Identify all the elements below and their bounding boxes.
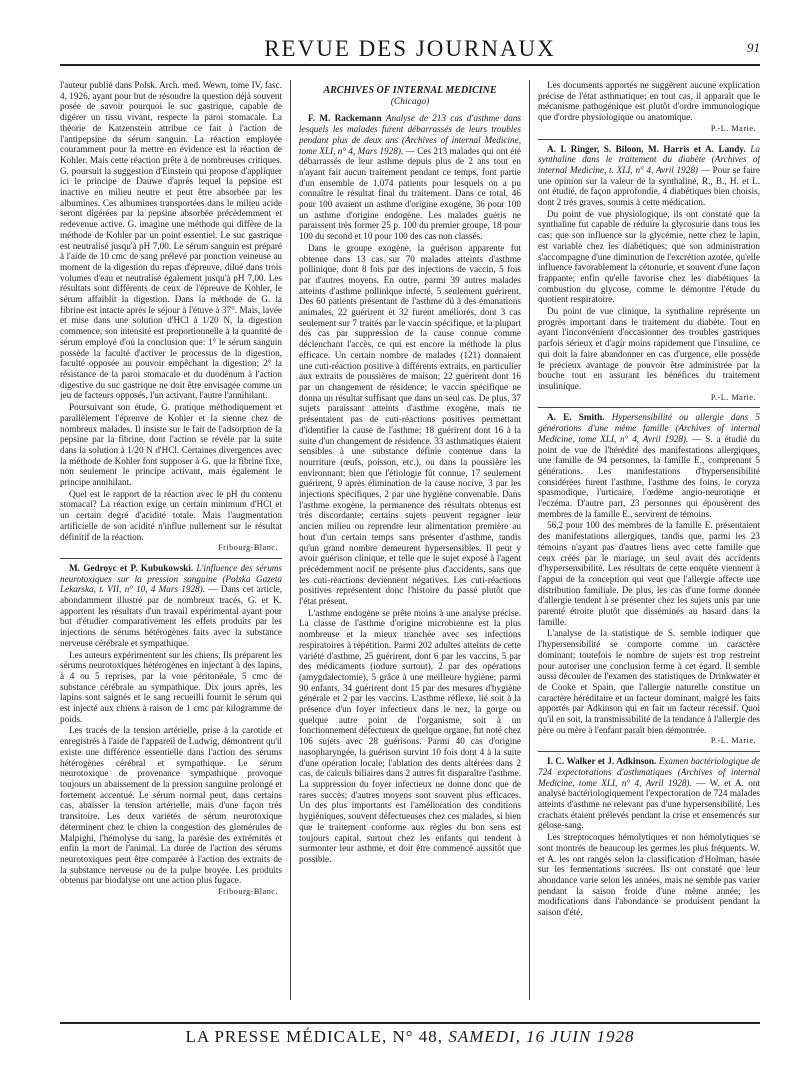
page-number: 91 [747, 40, 760, 55]
page-footer [60, 1022, 760, 1048]
article-authors: F. M. Rackemann [308, 113, 382, 124]
paragraph: Les auteurs expérimentent sur les chiens. Ils préparent les sérums neurotoxiques hétérogènes en injectant à des lapins, à 4 ou 5 reprises, par la voie péritonéale, 5 cmc de substance cérébrale au sympathique. Dix jours après, les lapins sont saignés et le sang recueilli fournit le sérum qui est injecté aux chiens à raison de 1 cmc par kilogramme de poids. [60, 649, 282, 724]
article-separator [60, 558, 282, 559]
column-left [60, 80, 282, 1000]
article-separator [538, 407, 760, 408]
paragraph: Du point de vue clinique, la synthaline représente un progrès important dans le traitement du diabète. Tout en ayant l'inconvénient d'occasionner des troubles gastriques parfois sérieux et d'agir moins rapidement que l'insuline, ce qui doit la faire abandonner en cas d'urgence, elle possède le précieux avantage de pouvoir être administrée par la bouche tout en assurant les bénéfices du traitement insulinique. [538, 306, 760, 391]
article-separator [538, 751, 760, 752]
article-heading [538, 144, 760, 208]
journal-city: (Chicago) [390, 96, 430, 107]
paragraph: Les streptocoques hémolytiques et non hémolytiques se sont montrés de beaucoup les germes les plus fréquents. W. et A. les ont rangés selon la classification d'Holman, basée sur les fermentations sucrées. Ils ont constaté que leur abondance varie selon les années, mais ne semble pas varier pendant la saison froide d'une même année; les modifications dans l'abondance se produisent pendant la saison d'été. [538, 832, 760, 918]
paragraph: Les documents apportés ne suggèrent aucune explication précise de l'état asthmatique; en tout cas, il apparaît que le mécanisme pathogénique est plutôt d'ordre immunologique que d'ordre physiologique ou anatomique. [538, 80, 760, 123]
article-authors: A. E. Smith. [547, 412, 605, 423]
signature: Fribourg-Blanc. [218, 543, 278, 553]
paragraph: 56,2 pour 100 des membres de la famille E. présentaient des manifestations allergiques, tandis que, parmi les 23 témoins n'ayant pas d'autres liens avec cette famille que ceux créés par le mariage, un seul avait des accidents d'hypersensibilité. Les résultats de cette enquête viennent à l'appui de la conception qui veut que l'allergie affecte une distribution familiale. De plus, les cas d'une forme donnée d'allergie tendent à se présenter chez les sujets unis par une parenté étroite plutôt que disséminés au hasard dans la famille. [538, 520, 760, 627]
paragraph: L'asthme endogène se prête moins à une analyse précise. La classe de l'asthme d'origine microbienne est la plus nombreuse et la mieux tranchée avec ses infections respiratoires à répétition. Parmi 202 adultes atteints de cette variété d'asthme, 25 guérirent, dont 6 par les vaccins, 5 par des médicaments (iodure surtout), 2 par des opérations (amygdalectomie), 5 grâce à une meilleure hygiène; parmi 90 enfants, 34 guérirent dont 15 par des mesures d'hygiène générale et 2 par les vaccins. L'asthme réflexe, lié soit à la présence d'un foyer infectieux dans le nez, la gorge ou quelque autre point de l'organisme, soit à un fonctionnement défectueux de quelque organe, fut noté chez 106 sujets avec 28 guérisons. Parmi 40 cas d'origine nasopharyngée, la guérison survint 10 fois dont 4 à la suite d'une opération locale; l'ablation des dents altérées dans 2 cas, de calculs biliaires dans 2 autres fit disparaître l'asthme. La suppression du foyer infectieux ne donne donc que de rares succès; d'autres moyens sont souvent plus efficaces. Un des plus importants est l'amélioration des conditions hygiéniques, souvent défectueuses chez ces malades, si bien que le traitement conforme aux règles du bon sens est toujours capital, surtout chez les enfants qui tendent à surmonter leur asthme, et doit être commencé aussitôt que possible. [299, 607, 521, 864]
article-heading [538, 412, 760, 519]
journal-heading: ARCHIVES OF INTERNAL MEDICINE [323, 85, 497, 96]
article-heading [60, 563, 282, 649]
paragraph: L'analyse de la statistique de S. semble indiquer que l'hypersensibilité se comporte comme un caractère dominant; toutefois le nombre de sujets est trop restreint pour autoriser une conclusion ferme à cet égard. Il semble aussi découler de l'examen des statistiques de Drinkwater et de Cooke et Spain, que l'allergie naturelle constitue un caractère héréditaire et un facteur dominant, malgré les faits apportés par Adkinson qui en fait un facteur récessif. Quoi qu'il en soit, la transmissibilité de la tendance à l'allergie des père ou mère à l'enfant paraît bien démontrée. [538, 628, 760, 735]
article-title: L'influence des sérums neurotoxiques sur la pression sanguine [60, 562, 282, 584]
paragraph: l'auteur publié dans Polsk. Arch. med. Wewn, tome IV, fasc. 4, 1926, ayant pour but de résoudre la question déjà souvent posée de savoir pourquoi le suc gastrique, capable de digérer un tissu vivant, respecte la paroi stomacale. La théorie de Katzenstein attribue ce fait à l'action de l'antipepsine du sérum sanguin. La réaction employée couramment pour la mettre en évidence est la réaction de Kohler. Mais cette réaction prête à de nombreuses critiques. G. poursuit la suggestion d'Einstein qui propose d'appliquer ici le principe de Dauwe d'après lequel la pepsine est inactive en milieu neutre et peut être absorbée par les albumines. Ces albumines transportées dans le milieu acide seront digérées par la pepsine absorbée précédemment et redevenue active. G. imagine une méthode qui diffère de la méthode de Kohler par un point essentiel. Le suc gastrique est neutralisé jusqu'à pH 7,00. Le sérum sanguin est préparé à l'aide de 10 cmc de sang prélevé par ponction veineuse au moment de la digestion du repas d'épreuve, dilué dans trois volumes d'eau et neutralisé également jusqu'à pH 7,00. Les résultats sont différents de ceux de l'épreuve de Kohler, le sérum affaiblit la digestion. Dans la méthode de G. la fibrine est intacte après le séjour à l'étuve à 37°. Mais, lavée et mise dans une solution d'HCl à 1/20 N, la digestion commence; son intensité est proportionnelle à la quantité de sérum employé d'où la conclusion que: 1° le sérum sanguin possède la faculté d'activer le processus de la digestion, faculté opposée au pouvoir empêchant la digestion; 2° la résistance de la paroi stomacale et du duodénum à l'action digestive du suc gastrique ne doit être envisagée comme un jeu de facteurs opposés, l'un activant, l'autre l'annihilant. [60, 80, 282, 401]
column-divider-2 [529, 80, 530, 1000]
paragraph: Du point de vue physiologique, ils ont constaté que la synthaline fut capable de réduire la glycosurie dans tous les cas; que son influence sur la glycémie, nette chez le lapin, est variable chez les diabétiques; que son administration s'accompagne d'une diminution de l'excrétion azotée, qu'elle influence favorablement la cétonurie, et souvent d'une façon frappante; enfin qu'elle favorise chez les diabétiques la combustion du glycose, comme le démontre l'étude du quotient respiratoire. [538, 208, 760, 305]
signature: P.-L. Marie. [710, 392, 756, 402]
paragraph: — S. a étudié du point de vue de l'hérédité des manifestations allergiques, une famille de 94 personnes, la famille E., comprenant 5 générations. Les manifestations d'hypersensibilité considérées furent l'asthme, l'asthme des foins, le coryza spasmodique, l'urticaire, l'œdème angio-neurotique et l'eczéma. D'autre part, 23 personnes qui épousèrent des membres de la famille E., servirent de témoins. [538, 433, 760, 519]
paragraph: — Dans cet article, abondamment illustré par de nombreux tracés, G. et K. apportent les résultats d'un travail expérimental ayant pour but d'étudier comparativement les effets produits par les injections de sérums hétérogènes faits avec la substance nerveuse cérébrale et sympathique. [60, 584, 282, 648]
article-reference: (Archives of internal Medicine, tome XLI, n° 4, Avril 1928). [538, 423, 760, 444]
paragraph: Dans le groupe exogène, la guérison apparente fut obtenue dans 13 cas sur 70 malades atteints d'asthme pollinique, dont 8 fois par des injections de vaccin, 5 fois par d'autres moyens. En outre, parmi 39 autres malades atteints d'asthme pollinique infecté, 5 seulement guérirent. Des 60 patients présentant de l'asthme dû à des émanations animales, 22 guérirent et 32 furent améliorés, dont 3 cas seulement sur 7 traités par le vaccin spécifique, et la plupart des cas par suppression de la cause connue comme déclenchant l'accès, ce qui est encore la méthode la plus efficace. Un certain nombre de malades (121) donnaient une cuti-réaction positive à différents extraits, en particulier aux extraits de poussières de maison; 22 guérirent dont 16 par un changement de résidence; le vaccin spécifique ne donna un résultat suffisant que dans un seul cas. De plus, 37 sujets paraissant atteints d'asthme exogène, mais ne présentaient pas de cuti-réactions positives permettant d'identifier la cause de l'asthme; 18 guérirent dont 16 à la suite d'un changement de résidence. 33 asthmatiques étaient sensibles à une substance définie contenue dans la nourriture (œufs, poisson, etc.), ou dans la poussière les environnant; bien que l'étiologie fût connue, 17 seulement guérirent, 9 après élimination de la cause nocive, 3 par les injections spécifiques, 2 par une hygiène convenable. Dans l'asthme exogène, la permanence des résultats obtenus est très discordante; certains sujets peuvent regagner leur ancien milieu ou reprendre leur alimentation première au bout d'un certain temps sans présenter d'asthme, tandis qu'un grand nombre demeurent hypersensibles. Il peut y avoir guérison clinique, et telle que le sujet exposé à l'agent précédemment nocif ne présente plus d'accidents, sans que les cuti-réactions deviennent négatives. Les cuti-réactions positives représentent donc l'histoire du passé plutôt que l'état présent. [299, 242, 521, 607]
paragraph: — Pour se faire une opinion sur la valeur de la synthaline, R., B., H. et L. ont étudié, de façon approfondie, 4 diabétiques bien choisis, dont 2 très graves, soumis à cette médication. [538, 164, 760, 208]
paragraph: Poursuivant son étude, G. pratique méthodiquement et parallèlement l'épreuve de Kohler et la sienne chez de nombreux malades. Il insiste sur le fait de l'adsorption de la pepsine par la fibrine, dont l'action se révèle par la suite dans la solution à 1/20 N d'HCl. Certaines divergences avec la méthode de Kohler font supposer à G. que la fibrine fixe, non seulement le principe activant, mais également le principe annihilant. [60, 402, 282, 488]
article-authors: A. I. Ringer, S. Biloon, M. Harris et A. Landy. [547, 143, 746, 154]
article-heading [538, 756, 760, 831]
article-heading [299, 113, 521, 241]
column-middle [299, 80, 521, 1000]
article-reference: (Archives of internal Medicine, tome XLI, n° 4, Avril 1928). [538, 766, 760, 788]
paragraph: — Ces 213 malades qui ont été débarrassés de leur asthme depuis plus de 2 ans tout en n'ayant fait aucun traitement pendant ce temps, font partie d'un ensemble de 1.074 patients pour lesquels on a pu connaître le résultat final du traitement. Dans ce total, 46 pour 100 avaient un asthme d'origine exogène, 36 pour 100 un asthme d'origine endogène. Les malades guéris ne paraissent très former 25 p. 100 du premier groupe, 18 pour 100 du second et 10 pour 100 des cas non classés. [299, 145, 521, 242]
article-reference: (Polska Gazeta Lekarska, t. VII, n° 10, 4 Mars 1928). [60, 573, 282, 595]
article-title: Examen bactériologique de 724 expectorations d'asthmatiques [538, 756, 760, 777]
article-reference: (Archives of internal Medicine, t. XLI, n° 4, Avril 1928) [538, 154, 760, 175]
signature: P.-L. Marie. [710, 123, 756, 133]
column-right [538, 80, 760, 1000]
paragraph: — W. et A. ont analysé bactériologiquement l'expectoration de 724 malades atteints d'asthme ne relevant pas d'une hypersensibilité. Les crachats étaient prélevés pendant la crise et ensemencés sur gélose-sang. [538, 777, 760, 831]
article-title: La synthaline dans le traitement du diabète [538, 143, 760, 165]
header-rule [60, 64, 760, 66]
footer-rule [60, 1022, 760, 1024]
signature: Fribourg-Blanc. [218, 887, 278, 897]
article-title: Hypersensibilité ou allergie dans 5 générations d'une même famille [538, 412, 760, 434]
footer-journal: LA PRESSE MÉDICALE, N° 48, [185, 1027, 444, 1046]
page-header [60, 32, 760, 66]
article-authors: I. C. Walker et J. Adkinson. [547, 756, 657, 767]
article-title: Analyse de 213 cas d'asthme dans lesquels les malades furent débarrassés de leurs troubles pendant plus de deux ans [299, 113, 521, 145]
paragraph: Les tracés de la tension artérielle, prise à la carotide et enregistrés à l'aide de l'appareil de Ludwig, démontrent qu'il existe une différence essentielle dans l'action des sérums hétérogènes cérébral et sympathique. Le sérum neurotoxique de provenance sympathique provoque toujours un abaissement de la pression sanguine prolongé et fortement accentué. Le sérum normal peut, dans certains cas, abaisser la tension artérielle, mais d'une façon très transitoire. Les deux variétés de sérum neurotoxique déterminent chez le chien la congestion des glomérules de Malpighi, l'hémolyse du sang, la parésie des extrémités et enfin la mort de l'animal. La durée de l'action des sérums neurotoxiques peut être comparée à l'action des extraits de la substance nerveuse ou de la pulpe broyée. Les produits obtenus par biodalyse ont une action plus fugace. [60, 725, 282, 886]
footer-date: SAMEDI, 16 JUIN 1928 [448, 1027, 635, 1046]
article-reference: (Archives of internal Medicine, tome XLI, n° 4, Mars 1928). [299, 134, 521, 156]
signature: P.-L. Marie. [710, 736, 756, 746]
footer-text [60, 1027, 760, 1047]
column-divider-1 [290, 80, 291, 1000]
running-title: REVUE DES JOURNAUX [264, 36, 556, 61]
article-authors: M. Gedroyc et P. Kubukowski. [69, 562, 194, 573]
paragraph: Quel est le rapport de la réaction avec le pH du contenu stomacal? La réaction exige un certain minimum d'HCl et un certain degré d'acidité totale. Mais l'augmentation artificielle de son acidité n'influe nullement sur le résultat définitif de la réaction. [60, 488, 282, 542]
article-separator [538, 139, 760, 140]
